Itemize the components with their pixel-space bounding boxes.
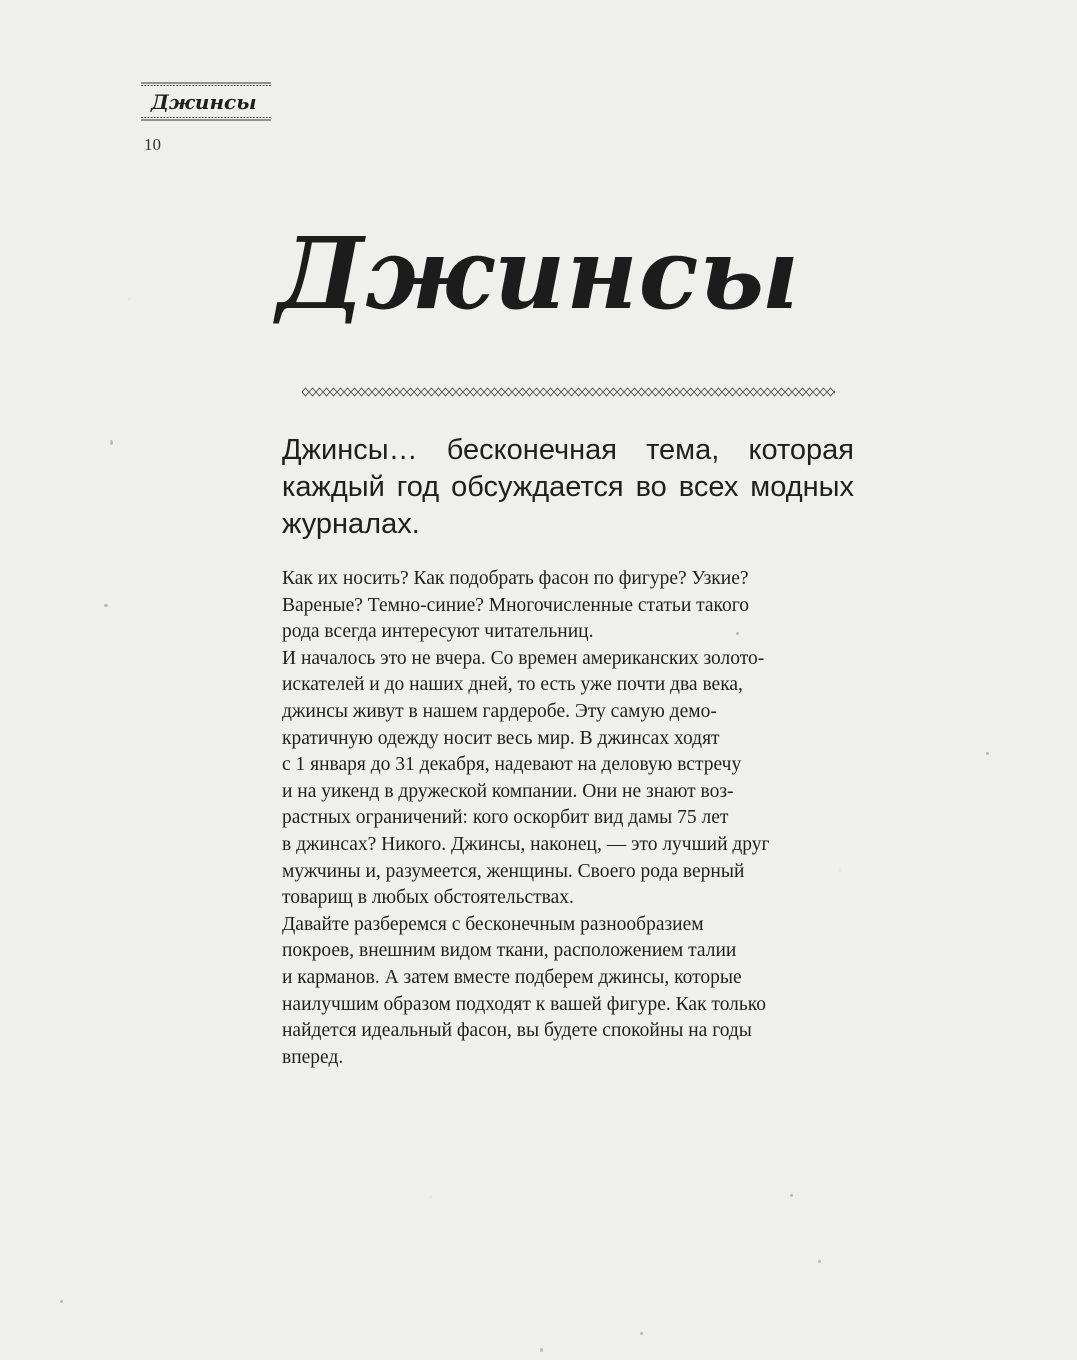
body-line: Вареные? Темно-синие? Многочисленные статьи такого bbox=[282, 594, 750, 616]
chapter-title: Джинсы bbox=[276, 217, 801, 332]
body-line: наилучшим образом подходят к вашей фигуре. Как только bbox=[282, 993, 767, 1015]
paper-speck bbox=[986, 752, 989, 755]
body-line: Давайте разберемся с бесконечным разнообразием bbox=[282, 913, 704, 935]
body-line: с 1 января до 31 декабря, надевают на деловую встречу bbox=[282, 754, 742, 776]
running-header-title: Джинсы bbox=[151, 90, 257, 114]
body-line: рода всегда интересуют читательниц. bbox=[282, 621, 594, 643]
body-line: найдется идеальный фасон, вы будете спокойны на годы bbox=[282, 1020, 752, 1042]
body-line: в джинсах? Никого. Джинсы, наконец, — это лучший друг bbox=[282, 833, 770, 855]
paper-speck bbox=[818, 1260, 821, 1263]
body-line: И началось это не вчера. Со времен американских золото- bbox=[282, 647, 765, 669]
body-line: покроев, внешним видом ткани, расположением талии bbox=[282, 940, 737, 962]
body-line: и на уикенд в дружеской компании. Они не знают воз- bbox=[282, 780, 734, 802]
body-text bbox=[282, 566, 842, 1071]
body-line: искателей и до наших дней, то есть уже почти два века, bbox=[282, 674, 743, 696]
body-line: Как их носить? Как подобрать фасон по фигуре? Узкие? bbox=[282, 568, 749, 589]
page-number: 10 bbox=[144, 135, 161, 154]
ornamental-divider bbox=[302, 386, 835, 398]
running-header-bottom-rule bbox=[141, 116, 271, 121]
body-line: и карманов. А затем вместе подберем джинсы, которые bbox=[282, 966, 742, 988]
body-line: вперед. bbox=[282, 1046, 344, 1068]
running-header-top-rule bbox=[141, 82, 271, 87]
paper-speck bbox=[110, 440, 113, 445]
body-line: товарищ в любых обстоятельствах. bbox=[282, 887, 574, 909]
paper-speck bbox=[790, 1194, 793, 1197]
body-line: кратичную одежду носит весь мир. В джинсах ходят bbox=[282, 727, 720, 749]
body-line: растных ограничений: кого оскорбит вид дамы 75 лет bbox=[282, 807, 729, 829]
running-header bbox=[141, 82, 271, 121]
paper-speck bbox=[540, 1348, 543, 1352]
lead-paragraph: Джинсы… бесконечная тема, которая каждый год обсуждается во всех модных журналах. bbox=[282, 434, 854, 540]
body-line: мужчины и, разумеется, женщины. Своего рода верный bbox=[282, 860, 745, 882]
paper-speck bbox=[104, 604, 108, 607]
paper-speck bbox=[640, 1332, 643, 1335]
body-line: джинсы живут в нашем гардеробе. Эту самую демо- bbox=[282, 700, 717, 722]
paper-speck bbox=[60, 1300, 63, 1303]
